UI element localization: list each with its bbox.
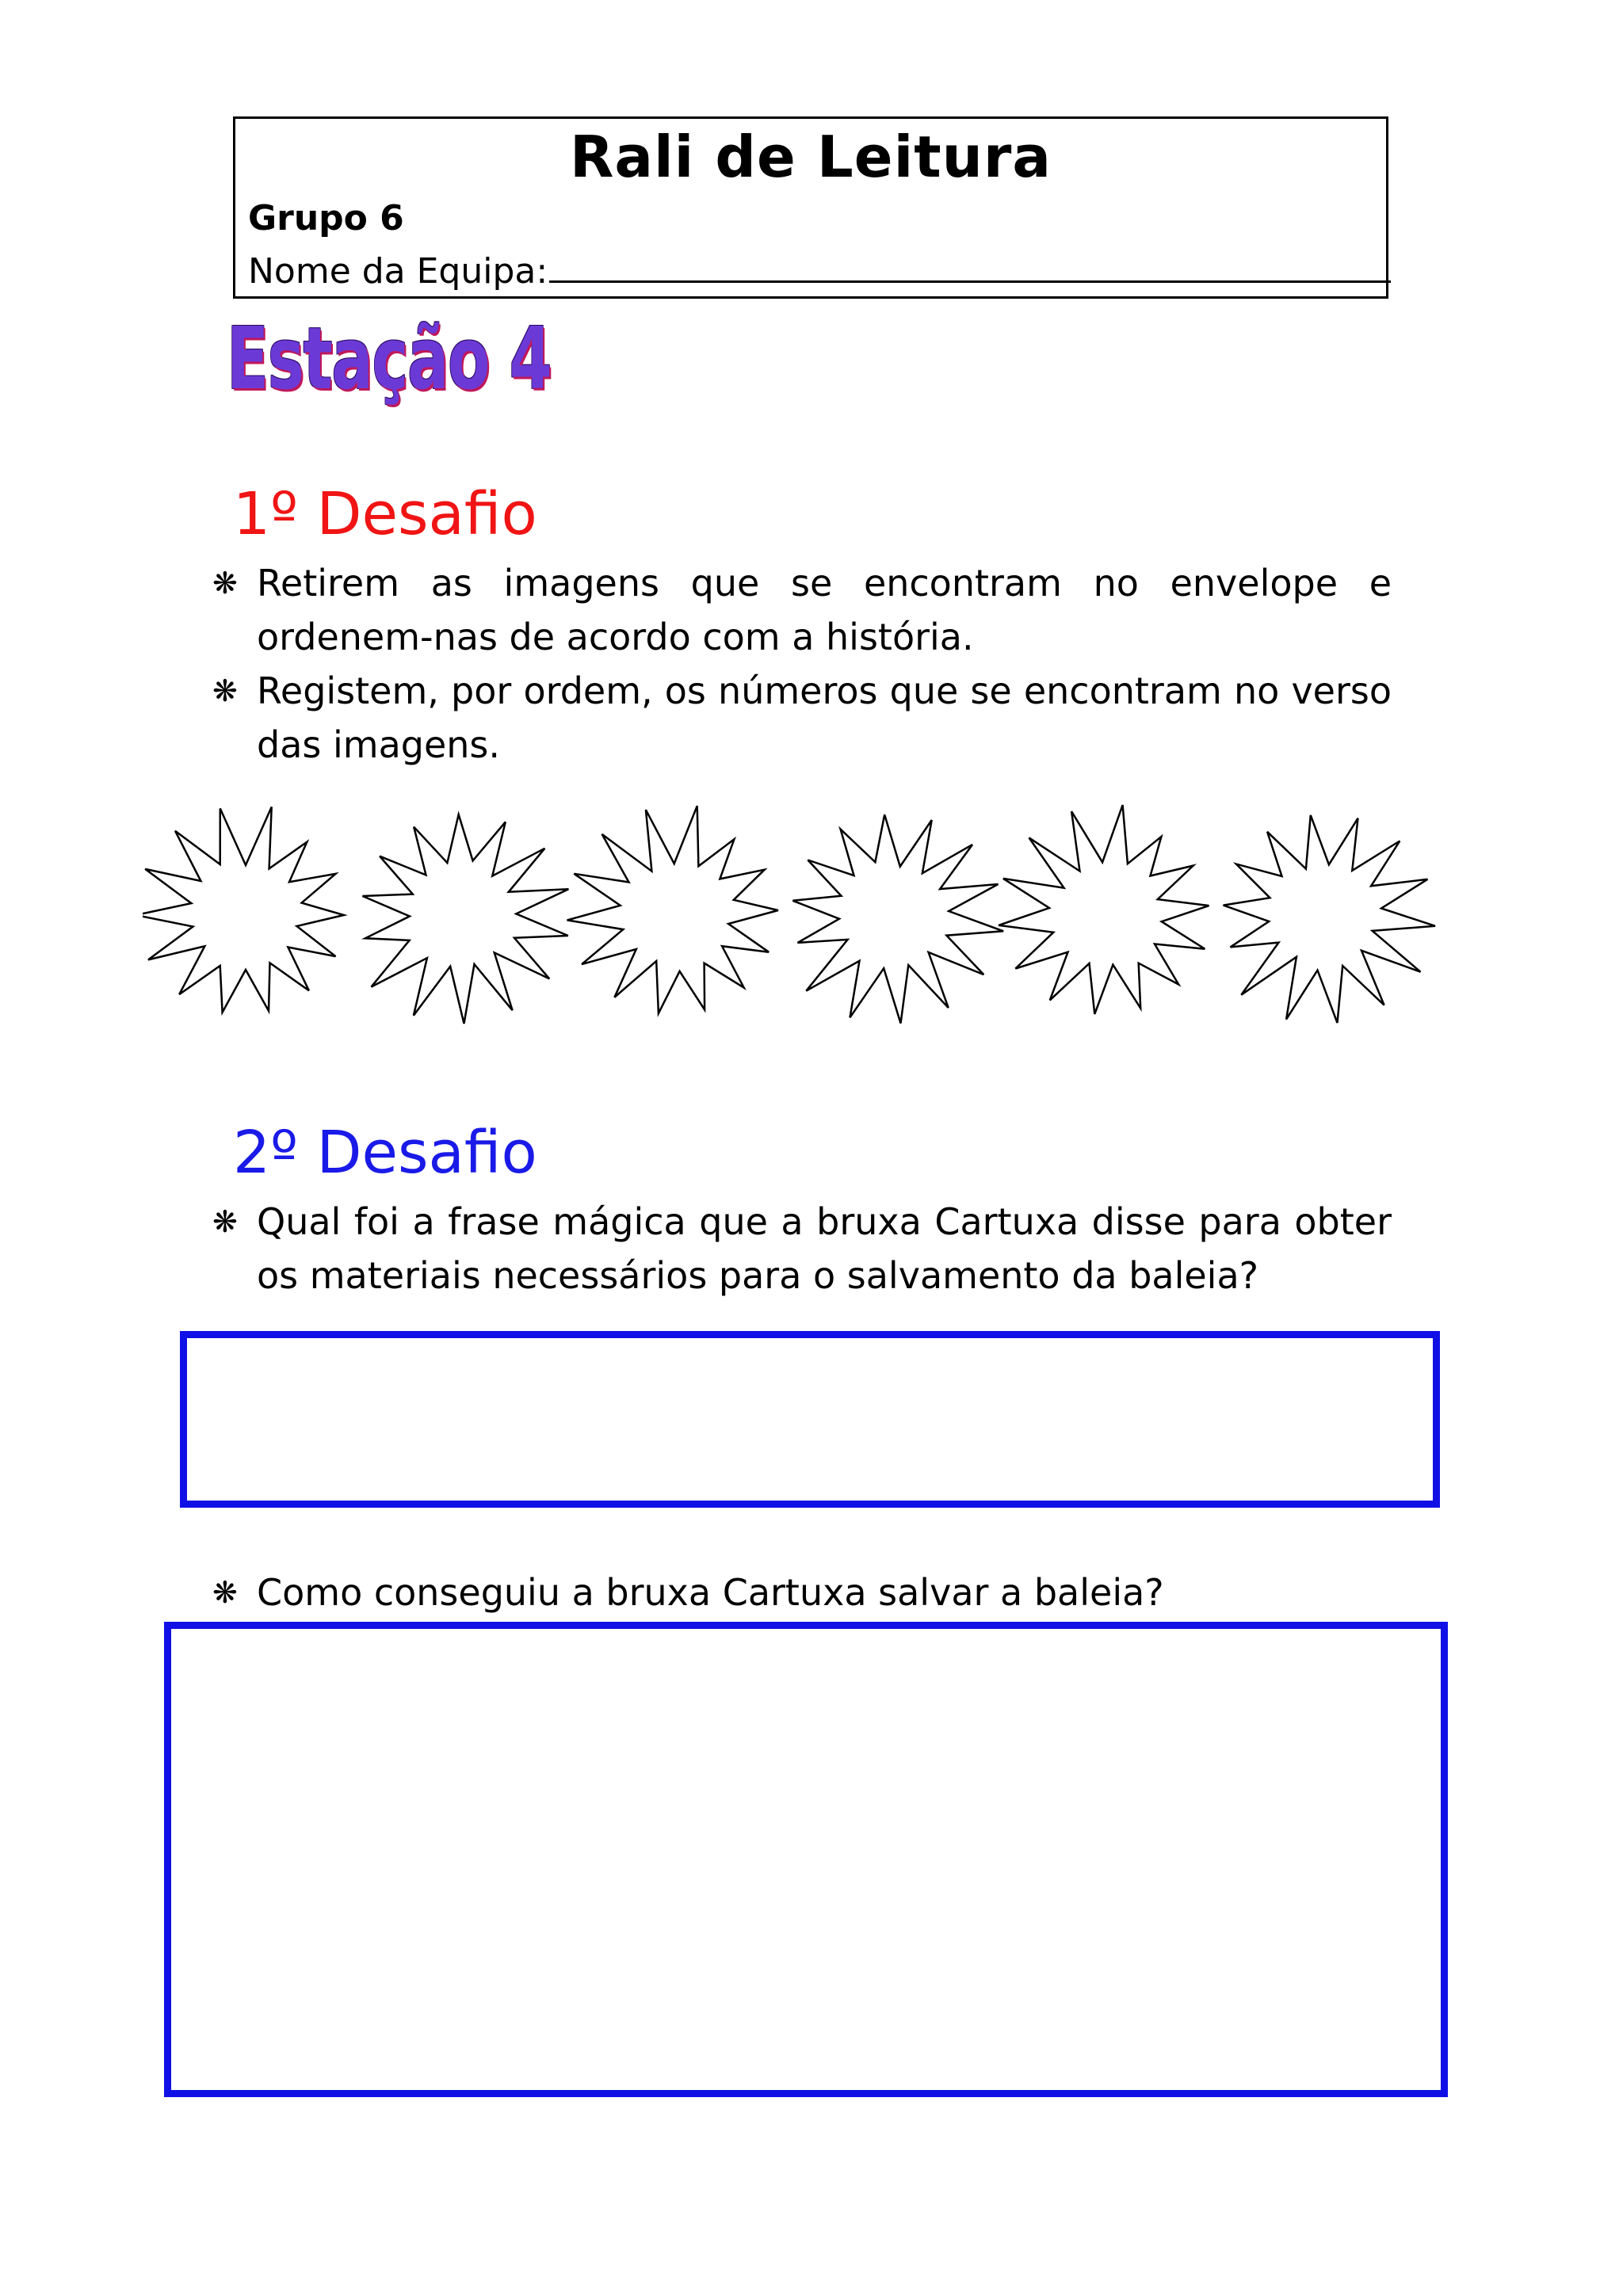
snowflake-icon: ❋: [212, 566, 238, 601]
challenge-1-item: [212, 556, 1392, 664]
answer-star[interactable]: [143, 807, 344, 1013]
worksheet-title-text: Rali de Leitura: [569, 124, 1052, 190]
answer-star[interactable]: [363, 814, 569, 1024]
worksheet-title: [235, 124, 1386, 190]
challenge-1-title: 1º Desafio: [233, 480, 537, 548]
answer-box-2[interactable]: [164, 1622, 1448, 2097]
snowflake-icon: ❋: [212, 673, 238, 708]
challenge-2-title: 2º Desafio: [233, 1119, 537, 1187]
answer-star[interactable]: [792, 814, 1003, 1023]
challenge-2-question: [212, 1566, 1392, 1619]
challenge-1-item-text: Registem, por ordem, os números que se encontram no verso das imagens.: [257, 669, 1392, 766]
challenge-1-item-text: Retirem as imagens que se encontram no envelope e ordenem-nas de acordo com a história.: [257, 562, 1392, 658]
team-name-blank[interactable]: [549, 249, 1391, 283]
group-label: Grupo 6: [248, 198, 404, 238]
answer-star[interactable]: [1224, 815, 1435, 1023]
team-name-label: Nome da Equipa:: [248, 251, 548, 292]
answer-box-1[interactable]: [180, 1331, 1440, 1508]
snowflake-icon: ❋: [212, 1575, 238, 1610]
challenge-1-item: [212, 664, 1392, 772]
answer-star[interactable]: [567, 806, 778, 1013]
challenge-2-question-text: Como conseguiu a bruxa Cartuxa salvar a baleia?: [257, 1571, 1164, 1614]
station-title: Estação 4: [227, 310, 552, 409]
challenge-2-question: [212, 1195, 1392, 1302]
header-box: [233, 116, 1388, 299]
answer-stars: [143, 800, 1442, 1030]
challenge-2-question-text: Qual foi a frase mágica que a bruxa Cartuxa disse para obter os materiais necessários para o salvamento da baleia?: [257, 1200, 1392, 1297]
answer-star[interactable]: [999, 805, 1209, 1014]
snowflake-icon: ❋: [212, 1204, 238, 1239]
team-name-field[interactable]: [248, 249, 1391, 292]
